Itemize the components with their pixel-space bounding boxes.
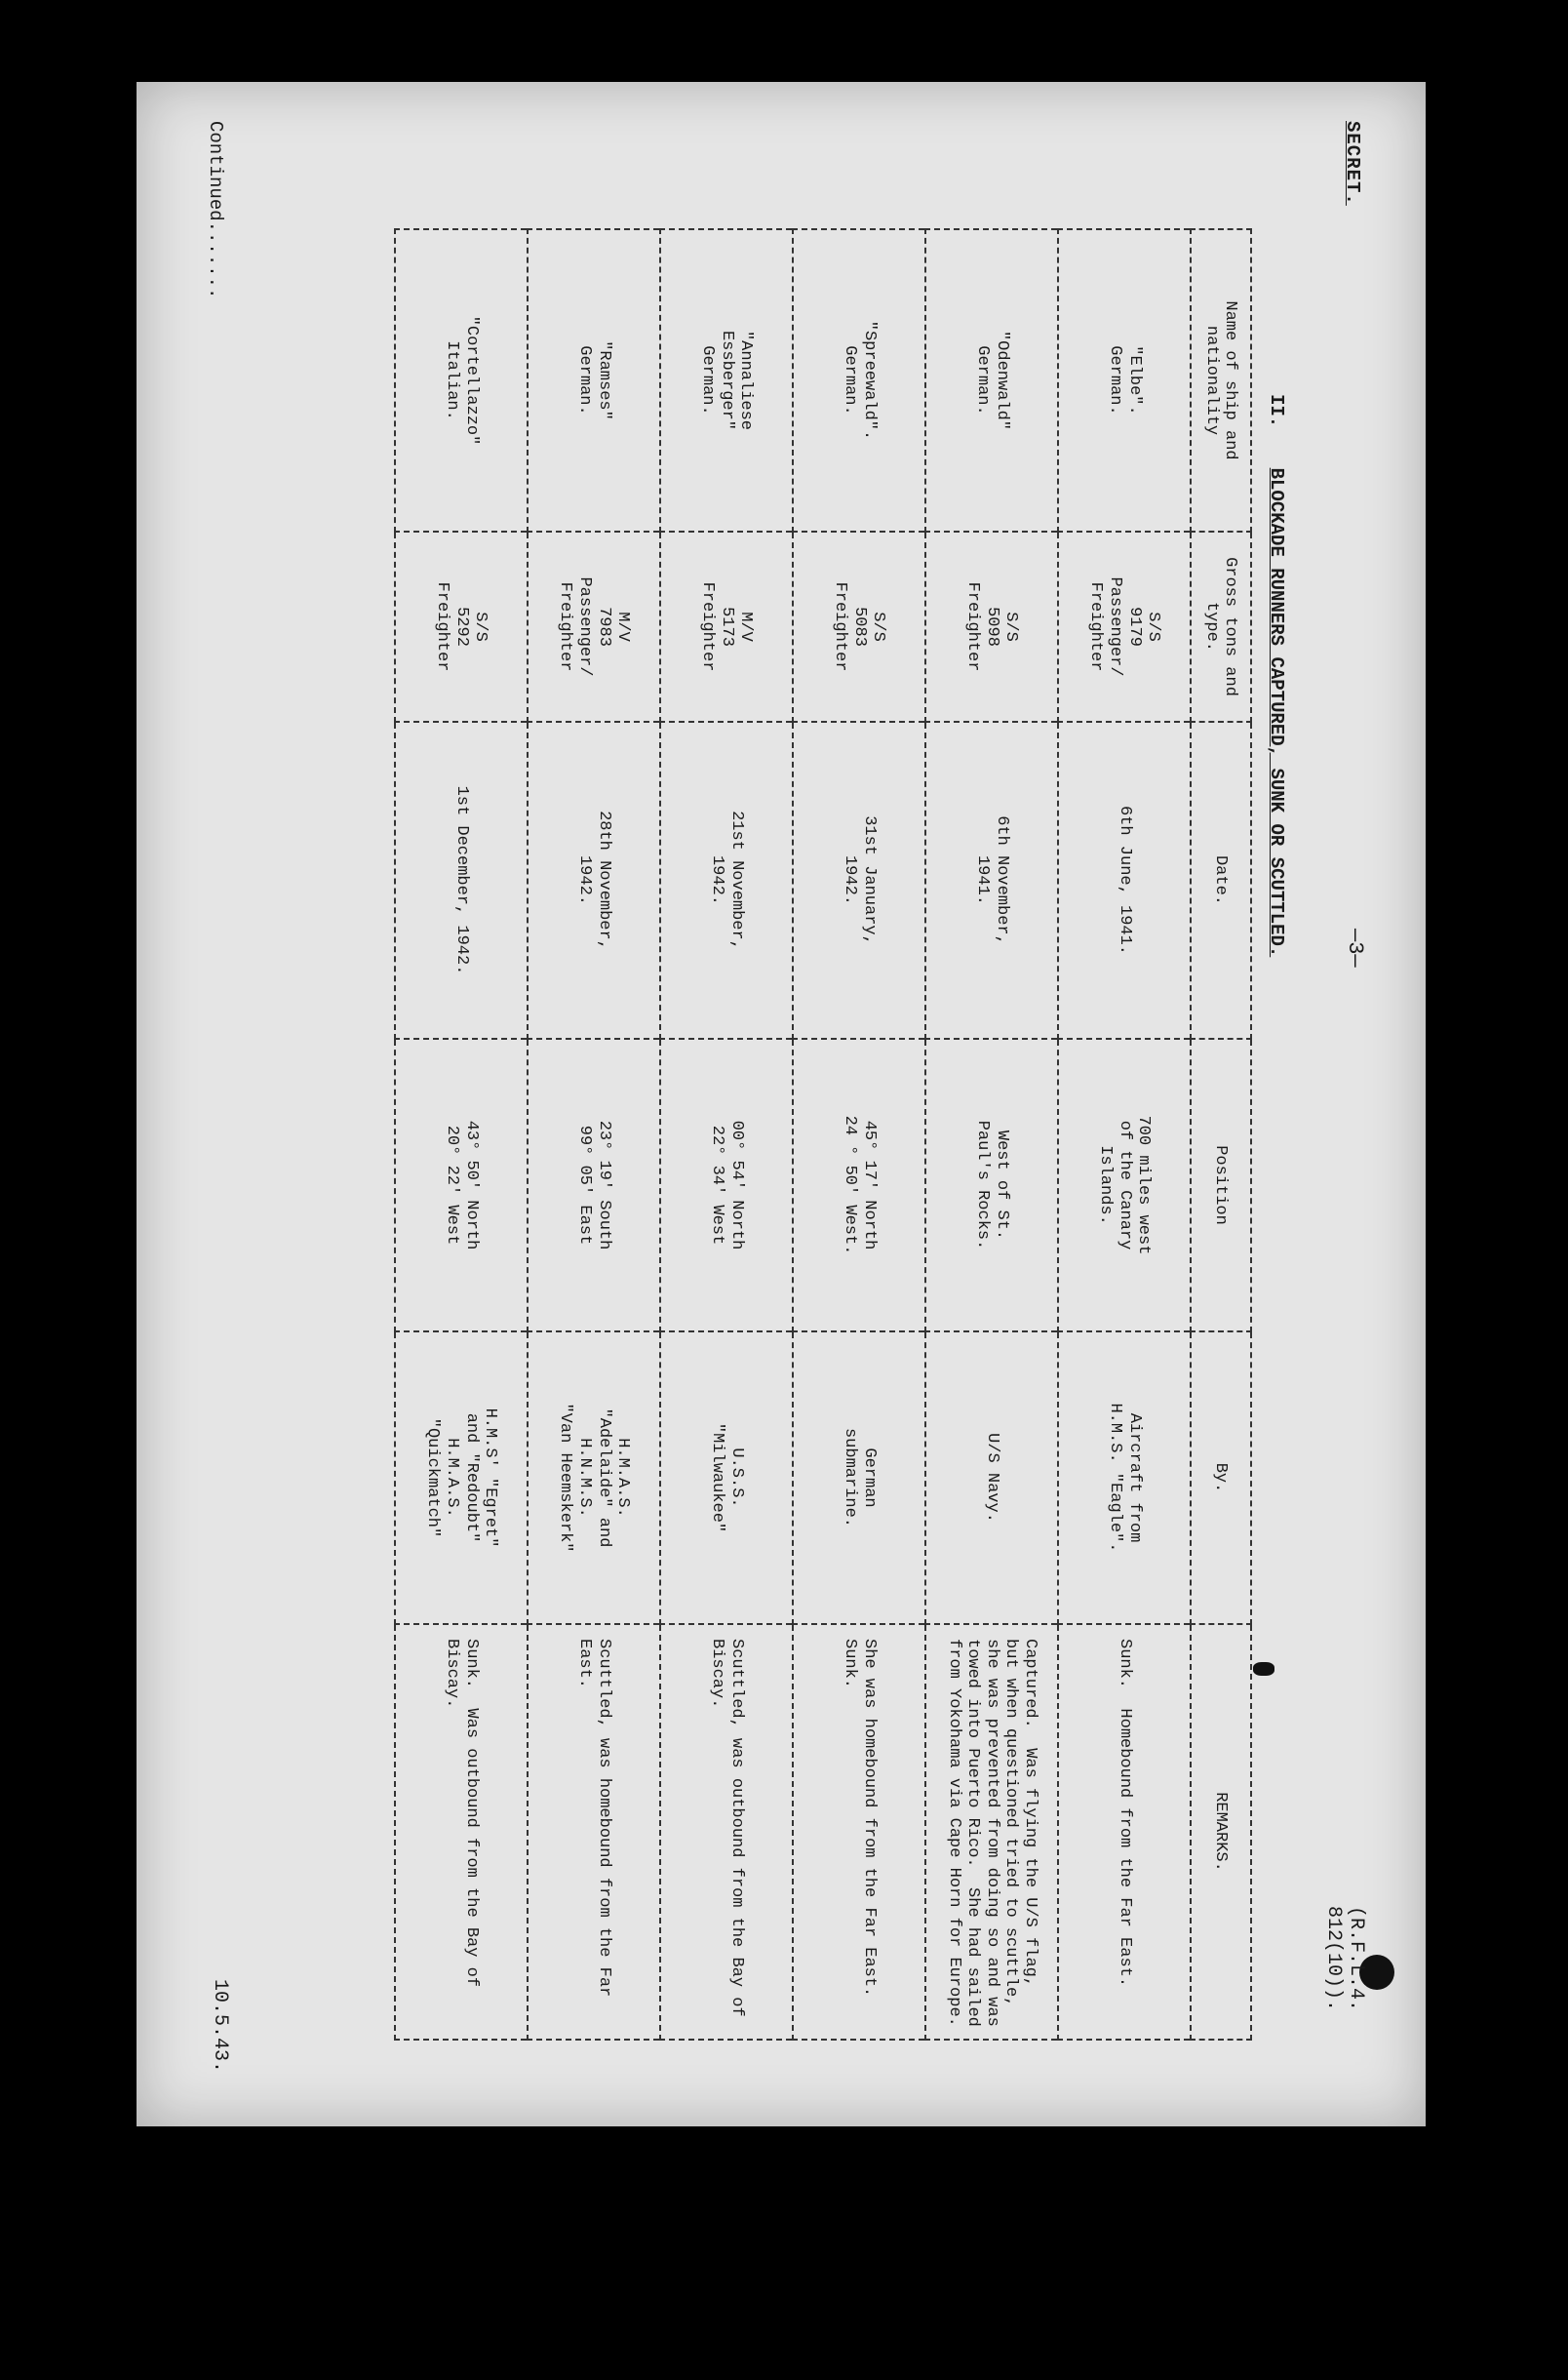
tonnage-line: Passenger/: [1106, 576, 1124, 677]
ship-name-cell: [395, 229, 528, 532]
date-line: 1st December, 1942.: [451, 785, 471, 975]
position-line: Paul's Rocks.: [973, 1120, 992, 1250]
table-body: [395, 229, 1191, 2040]
position-line: West of St.: [992, 1130, 1011, 1241]
remarks-line: Biscay.: [708, 1639, 726, 1709]
ship-name-line: "Annaliese: [736, 330, 756, 431]
remarks-line: but when questioned tried to scuttle,: [1001, 1639, 1021, 2007]
by-cell: [793, 1331, 925, 1624]
tonnage-cell: [660, 532, 793, 722]
header-name: Name of ship and nationality: [1191, 229, 1251, 532]
ship-name-line: "Spreewald".: [859, 320, 879, 441]
remarks-line: Scuttled, was outbound from the Bay of: [726, 1639, 746, 2017]
header-position: Position: [1191, 1039, 1251, 1331]
by-cell: [395, 1331, 528, 1624]
position-cell: [925, 1039, 1058, 1331]
blockade-runners-table: [394, 228, 1252, 2041]
date-line: 1942.: [841, 854, 859, 905]
position-line: 45° 17' North: [859, 1120, 879, 1250]
date-line: 1942.: [708, 854, 726, 905]
table-row: [925, 229, 1058, 2040]
ship-name-line: German.: [698, 345, 718, 416]
tonnage-cell: [395, 532, 528, 722]
table-header-row: [1191, 229, 1251, 2040]
date-cell: [793, 722, 925, 1039]
remarks-cell: [395, 1624, 528, 2040]
tonnage-line: M/V: [736, 612, 756, 642]
ship-name-cell: [660, 229, 793, 532]
remarks-line: she was prevented from doing so and was: [982, 1639, 1001, 2027]
reference-number: (R.F.L.4. 812(10)).: [1322, 1906, 1367, 2012]
tonnage-line: Freighter: [963, 581, 983, 672]
by-line: U.S.S.: [726, 1448, 746, 1508]
position-line: 43° 50' North: [461, 1120, 481, 1250]
table-row: [1058, 229, 1191, 2040]
page-number: —3—: [1343, 929, 1367, 968]
by-line: Aircraft from: [1124, 1412, 1144, 1543]
remarks-line: Captured. Was flying the U/S flag,: [1020, 1639, 1039, 1988]
position-cell: [1058, 1039, 1191, 1331]
by-line: H.M.S. "Eagle".: [1106, 1403, 1124, 1553]
position-cell: [793, 1039, 925, 1331]
date-cell: [395, 722, 528, 1039]
section-heading: [1266, 394, 1287, 957]
tonnage-cell: [1058, 532, 1191, 722]
ship-name-cell: [793, 229, 925, 532]
ship-name-line: German.: [575, 345, 594, 416]
rotated-page: [137, 82, 1426, 2126]
date-line: 21st November,: [726, 811, 746, 950]
date-line: 28th November,: [594, 811, 613, 950]
by-line: "Adelaide" and: [594, 1408, 613, 1548]
ship-name-line: "Elbe".: [1124, 345, 1144, 416]
remarks-cell: [925, 1624, 1058, 2040]
tonnage-cell: [793, 532, 925, 722]
by-line: H.M.S' "Egret": [481, 1408, 500, 1548]
tonnage-line: Freighter: [433, 581, 452, 672]
position-line: 23° 19' South: [594, 1120, 613, 1250]
tonnage-line: S/S: [1144, 612, 1163, 642]
position-line: 20° 22' West: [443, 1125, 461, 1246]
tonnage-line: 5083: [849, 607, 869, 647]
tonnage-line: Freighter: [831, 581, 850, 672]
position-cell: [660, 1039, 793, 1331]
document-date: 10.5.43.: [209, 1979, 231, 2074]
by-line: "Milwaukee": [708, 1422, 726, 1533]
position-line: 700 miles west: [1134, 1115, 1154, 1255]
remarks-line: towed into Puerto Rico. She had sailed: [963, 1639, 983, 2027]
tonnage-cell: [925, 532, 1058, 722]
remarks-line: Sunk. Was outbound from the Bay of: [461, 1639, 481, 1988]
tonnage-line: Freighter: [556, 581, 575, 672]
by-line: H.M.A.S.: [443, 1438, 461, 1518]
by-line: H.N.M.S.: [575, 1438, 594, 1518]
tonnage-line: 9179: [1124, 607, 1144, 647]
by-line: U/S Navy.: [982, 1433, 1001, 1523]
remarks-line: Sunk.: [841, 1639, 859, 1689]
remarks-cell: [793, 1624, 925, 2040]
by-cell: [528, 1331, 660, 1624]
section-number: II.: [1266, 394, 1287, 428]
remarks-line: Scuttled, was homebound from the Far: [594, 1639, 613, 1998]
by-line: "Van Heemskerk": [556, 1403, 575, 1553]
date-line: 6th November,: [992, 815, 1011, 945]
remarks-line: East.: [575, 1639, 594, 1689]
table-row: [660, 229, 793, 2040]
tonnage-line: M/V: [613, 612, 633, 642]
by-line: H.M.A.S.: [613, 1438, 633, 1518]
ship-name-cell: [1058, 229, 1191, 532]
table-row: [528, 229, 660, 2040]
remarks-line: She was homebound from the Far East.: [859, 1639, 879, 1998]
remarks-line: from Yokohama via Cape Horn for Europe.: [944, 1639, 963, 2027]
date-cell: [925, 722, 1058, 1039]
tonnage-line: S/S: [471, 612, 490, 642]
ink-mark: [1253, 1662, 1274, 1676]
ship-name-line: "Ramses": [594, 340, 613, 420]
remarks-cell: [1058, 1624, 1191, 2040]
by-cell: [660, 1331, 793, 1624]
position-line: of the Canary: [1115, 1120, 1134, 1250]
ship-name-cell: [528, 229, 660, 532]
ship-name-line: Essberger": [717, 330, 736, 431]
ship-name-cell: [925, 229, 1058, 532]
position-cell: [528, 1039, 660, 1331]
document-sheet: [137, 82, 1426, 2126]
remarks-line: Sunk. Homebound from the Far East.: [1115, 1639, 1134, 1988]
ship-name-line: "Cortellazzo": [461, 315, 481, 446]
header-by: By.: [1191, 1331, 1251, 1624]
by-line: submarine.: [841, 1427, 859, 1528]
classification-mark: SECRET.: [1342, 121, 1363, 206]
tonnage-line: 5292: [451, 607, 471, 647]
tonnage-line: Freighter: [1086, 581, 1106, 672]
remarks-line: Biscay.: [443, 1639, 461, 1709]
tonnage-line: 5098: [982, 607, 1001, 647]
remarks-cell: [660, 1624, 793, 2040]
tonnage-line: S/S: [1001, 612, 1021, 642]
position-cell: [395, 1039, 528, 1331]
date-cell: [1058, 722, 1191, 1039]
tonnage-line: 7983: [594, 607, 613, 647]
by-line: "Quickmatch": [423, 1417, 443, 1538]
date-cell: [528, 722, 660, 1039]
remarks-cell: [528, 1624, 660, 2040]
header-tons: Gross tons and type.: [1191, 532, 1251, 722]
header-date: Date.: [1191, 722, 1251, 1039]
by-line: German: [859, 1448, 879, 1508]
table-row: [793, 229, 925, 2040]
date-line: 1942.: [575, 854, 594, 905]
date-line: 31st January,: [859, 815, 879, 945]
tonnage-cell: [528, 532, 660, 722]
table-row: [395, 229, 528, 2040]
ship-name-line: Italian.: [443, 340, 461, 420]
by-cell: [1058, 1331, 1191, 1624]
by-cell: [925, 1331, 1058, 1624]
position-line: 22° 34' West: [708, 1125, 726, 1246]
position-line: 24 ° 50' West.: [841, 1115, 859, 1255]
date-line: 6th June, 1941.: [1115, 805, 1134, 956]
section-title: BLOCKADE RUNNERS CAPTURED, SUNK OR SCUTTLED.: [1266, 467, 1287, 958]
ship-name-line: German.: [973, 345, 992, 416]
continued-note: Continued.......: [205, 121, 226, 299]
tonnage-line: 5173: [717, 607, 736, 647]
position-line: 00° 54' North: [726, 1120, 746, 1250]
tonnage-line: Passenger/: [575, 576, 594, 677]
date-line: 1941.: [973, 854, 992, 905]
by-line: and "Redoubt": [461, 1412, 481, 1543]
ship-name-line: German.: [841, 345, 859, 416]
tonnage-line: Freighter: [698, 581, 718, 672]
position-line: Islands.: [1096, 1145, 1116, 1225]
tonnage-line: S/S: [869, 612, 888, 642]
header-remarks: REMARKS.: [1191, 1624, 1251, 2040]
position-line: 99° 05' East: [575, 1125, 594, 1246]
ship-name-line: "Odenwald": [992, 330, 1011, 431]
date-cell: [660, 722, 793, 1039]
ship-name-line: German.: [1106, 345, 1124, 416]
